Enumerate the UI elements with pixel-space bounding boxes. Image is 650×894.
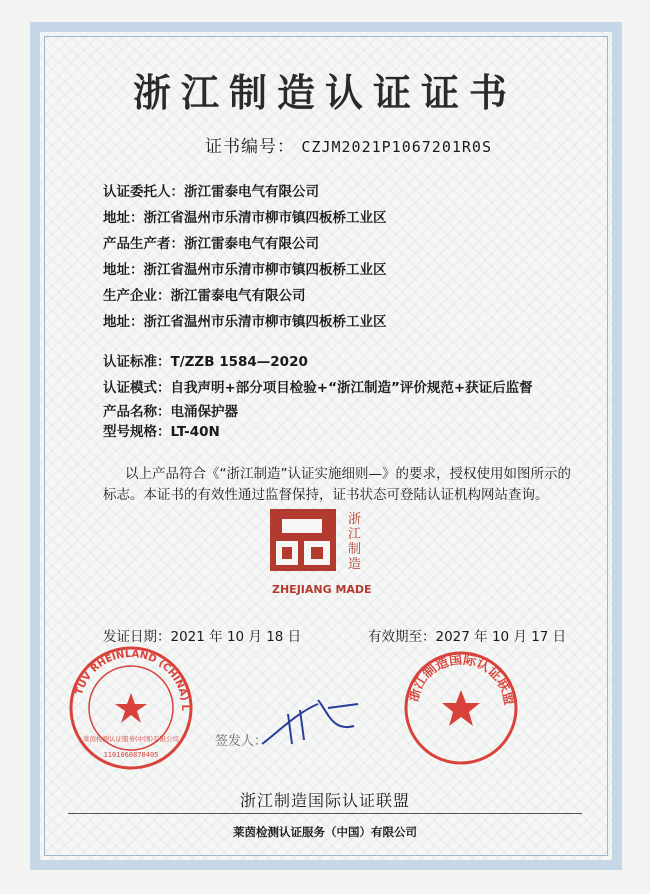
alliance-seal-icon (403, 650, 519, 766)
statement-paragraph: 以上产品符合《“浙江制造”认证实施细则—》的要求，授权使用如图所示的标志。本证书的有效性通过监督保持，证书状态可登陆认证机构网站查询。 (103, 466, 571, 503)
field-label: 地址： (103, 210, 144, 226)
tuv-seal (68, 645, 194, 771)
field-label: 生产企业： (103, 288, 171, 304)
expiry-date (368, 625, 566, 645)
expiry-date-value: 2027 年 10 月 17 日 (435, 629, 567, 645)
issue-date-value: 2021 年 10 月 18 日 (170, 629, 302, 645)
issue-date (103, 625, 301, 645)
field-value: 浙江省温州市乐清市柳市镇四板桥工业区 (143, 210, 387, 226)
field-value: 自我声明+部分项目检验+“浙江制造”评价规范+获证后监督 (170, 380, 533, 396)
certificate-number-label: 证书编号： (205, 137, 295, 157)
zhejiang-made-logo-icon (268, 507, 378, 603)
alliance-seal (403, 650, 519, 766)
field-value: 浙江省温州市乐清市柳市镇四板桥工业区 (143, 314, 387, 330)
field-value: 浙江雷泰电气有限公司 (184, 236, 319, 252)
field-label: 地址： (103, 262, 144, 278)
zhejiang-made-logo (268, 507, 378, 603)
alliance-name: 浙江制造国际认证联盟 (239, 791, 410, 810)
field-label: 认证标准： (103, 354, 171, 370)
field-label: 产品生产者： (103, 236, 184, 252)
certificate-title: 浙江制造认证证书 (132, 70, 517, 115)
tuv-seal-ring-text: TÜV RHEINLAND (CHINA) L (73, 648, 191, 710)
field-product-name (103, 400, 238, 420)
footer-divider (68, 813, 582, 814)
field-model (103, 420, 220, 440)
field-label: 型号规格： (103, 424, 171, 440)
issue-date-label: 发证日期： (103, 629, 171, 645)
certificate-number-value: CZJM2021P1067201R0S (301, 138, 492, 156)
field-client-address (103, 206, 387, 226)
field-manufacturer-address (103, 258, 387, 278)
star-icon (115, 693, 147, 723)
field-label: 地址： (103, 314, 144, 330)
signature-icon (258, 692, 368, 752)
certificate-number (205, 132, 492, 157)
signature (258, 692, 368, 752)
field-value: 电涌保护器 (170, 404, 238, 420)
field-client (103, 180, 319, 200)
field-factory (103, 284, 306, 304)
field-value: 浙江雷泰电气有限公司 (170, 288, 306, 304)
field-label: 认证委托人： (103, 184, 184, 200)
expiry-date-label: 有效期至： (368, 629, 436, 645)
field-mode (103, 376, 533, 396)
field-standard (103, 350, 308, 370)
tuv-seal-number: 1101060870405 (103, 751, 159, 759)
field-value: LT-40N (170, 424, 220, 440)
field-label: 产品名称： (103, 404, 171, 420)
tuv-seal-icon (68, 645, 194, 771)
field-value: 浙江省温州市乐清市柳市镇四板桥工业区 (143, 262, 387, 278)
field-value: T/ZZB 1584—2020 (170, 354, 308, 370)
tuv-seal-inner-text: 莱茵检测认证服务(中国)有限公司 (82, 735, 180, 743)
field-factory-address (103, 310, 387, 330)
field-value: 浙江雷泰电气有限公司 (184, 184, 319, 200)
alliance-seal-ring-text: 浙江制造国际认证联盟 (406, 652, 517, 707)
logo-vertical-char: 浙江制造 (348, 512, 362, 572)
signer-label: 签发人： (215, 734, 268, 749)
field-label: 认证模式： (103, 380, 171, 396)
logo-caption: ZHEJIANG MADE (272, 583, 372, 596)
issuing-company: 莱茵检测认证服务（中国）有限公司 (233, 825, 417, 839)
field-manufacturer (103, 232, 319, 252)
star-icon (442, 690, 480, 726)
